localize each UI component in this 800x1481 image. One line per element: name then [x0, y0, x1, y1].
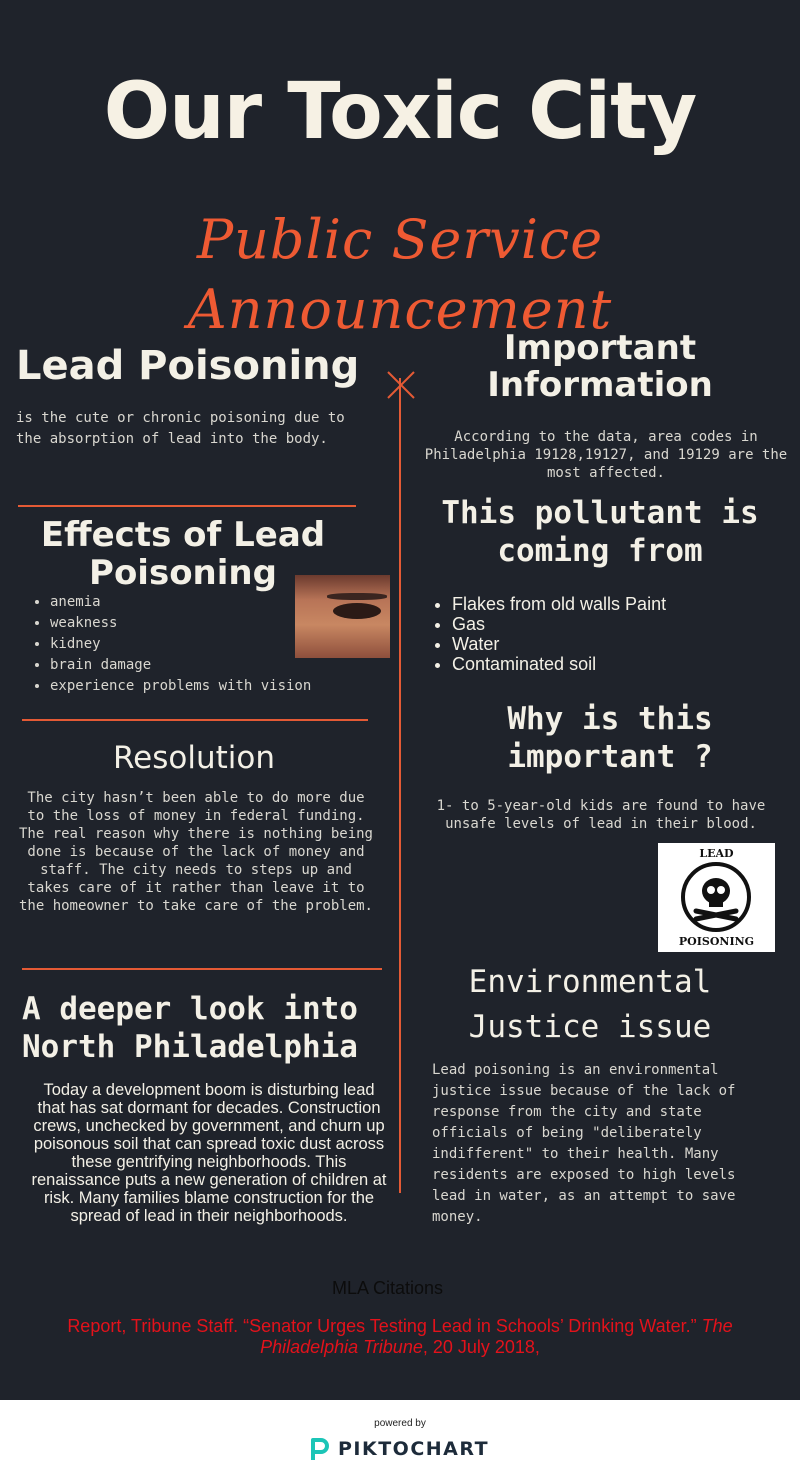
- lead-poisoning-sign: [658, 843, 775, 952]
- divider-line: [22, 719, 368, 721]
- why-text: 1- to 5-year-old kids are found to have unsafe levels of lead in their blood.: [436, 798, 766, 832]
- powered-by-label: powered by: [374, 1418, 426, 1429]
- citation-part: , 20 July 2018,: [422, 1337, 540, 1357]
- citation-journal: The Philadelphia Tribune: [260, 1316, 733, 1357]
- why-heading: Why is this important ?: [507, 701, 713, 775]
- lead-poisoning-heading: Lead Poisoning: [16, 343, 360, 389]
- list-item: • kidney: [50, 634, 370, 655]
- important-heading: Important Information: [487, 328, 713, 405]
- list-item: • Gas: [452, 614, 792, 634]
- divider-line: [18, 505, 356, 507]
- sign-bottom-label: POISONING: [678, 935, 755, 948]
- pollutant-list: [434, 594, 792, 674]
- list-item: • anemia: [50, 592, 370, 613]
- pollutant-heading: This pollutant is coming from: [441, 495, 759, 569]
- list-item: • weakness: [50, 613, 370, 634]
- list-item: • Flakes from old walls Paint: [452, 594, 792, 614]
- skull-crossbones-icon: [680, 861, 752, 933]
- important-text: According to the data, area codes in Philadelphia 19128,19127, and 19129 are the most affected.: [424, 429, 788, 481]
- piktochart-brand: PIKTOCHART: [338, 1438, 490, 1460]
- footer: [0, 1400, 800, 1481]
- page-title: Our Toxic City: [103, 67, 697, 157]
- list-item: • experience problems with vision: [50, 676, 370, 697]
- lead-poisoning-text: is the cute or chronic poisoning due to the absorption of lead into the body.: [16, 410, 345, 447]
- list-item: • brain damage: [50, 655, 370, 676]
- list-item: • Water: [452, 634, 792, 654]
- divider-line: [22, 968, 382, 970]
- resolution-heading: Resolution: [113, 740, 275, 776]
- effects-list: [32, 592, 370, 697]
- deeper-heading: A deeper look into North Philadelphia: [22, 991, 358, 1065]
- piktochart-logo-icon: [310, 1436, 332, 1462]
- center-divider: [399, 378, 401, 1193]
- citation-text: [40, 1316, 760, 1358]
- environmental-heading: Environmental Justice issue: [468, 964, 712, 1045]
- citations-heading: MLA Citations: [331, 1278, 444, 1298]
- resolution-text: The city hasn’t been able to do more due to the loss of money in federal funding. The real reason why there is nothing being done is because of the lack of money and staff. The city needs to steps up and takes care of it rather than leave it to the homeowner to take care of the problem.: [18, 790, 373, 914]
- deeper-text: Today a development boom is disturbing lead that has sat dormant for decades. Construction crews, unchecked by government, and churn up poisonous soil that can spread toxic dust across these gentrifying neighborhoods. This renaissance puts a new generation of children at risk. Many families blame construction for the spread of lead in their neighborhoods.: [31, 1081, 387, 1225]
- environmental-text: Lead poisoning is an environmental justice issue because of the lack of response from the city and state officials of being "deliberately indifferent" to their health. Many residents are exposed to high levels lead in water, as an attempt to save money.: [432, 1062, 736, 1225]
- divider-cross-icon: [386, 370, 416, 400]
- page-subtitle: Public Service Announcement: [187, 208, 613, 341]
- sign-top-label: LEAD: [699, 847, 734, 860]
- citation-part: Report, Tribune Staff. “Senator Urges Testing Lead in Schools’ Drinking Water.”: [67, 1316, 702, 1336]
- effects-heading: Effects of Lead Poisoning: [40, 515, 326, 593]
- list-item: • Contaminated soil: [452, 654, 792, 674]
- piktochart-logo[interactable]: [310, 1436, 489, 1462]
